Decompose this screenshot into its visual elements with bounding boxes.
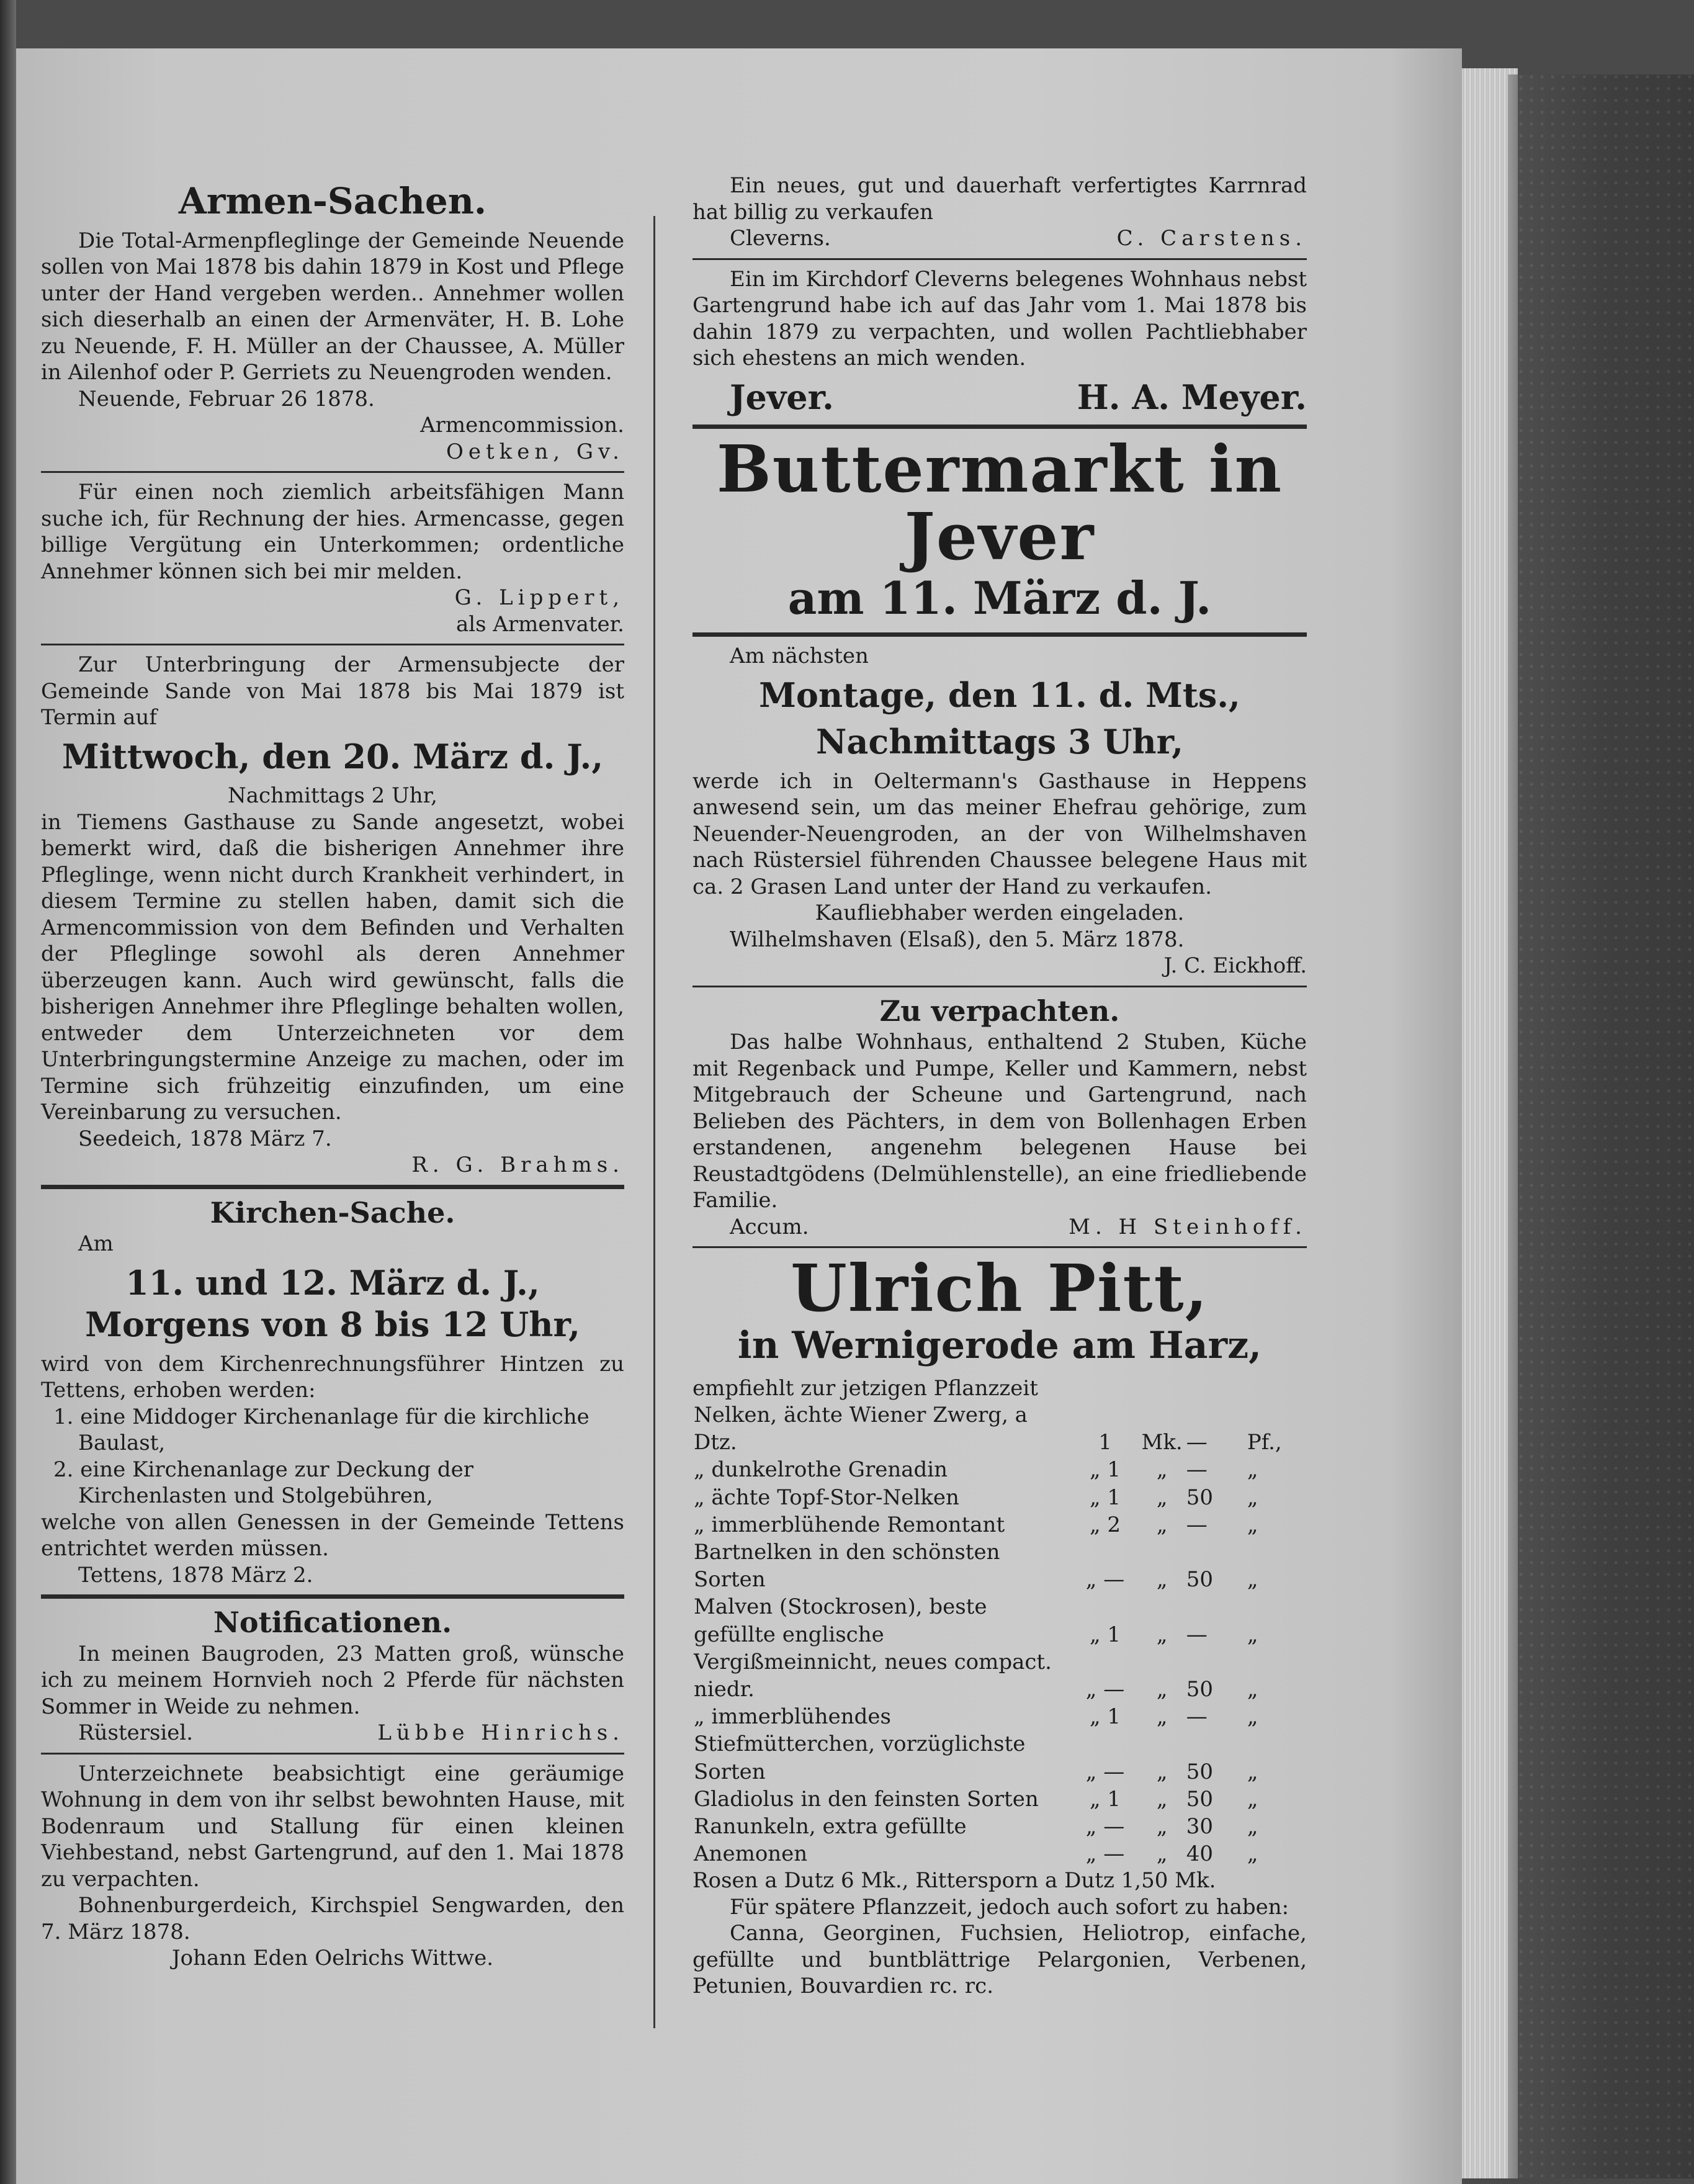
price-row <box>692 1484 1307 1511</box>
ad-intro: empfiehlt zur jetzigen Pflanzzeit <box>692 1375 1038 1401</box>
item-name: „ immerblühende Remontant <box>694 1512 1005 1537</box>
item-pfennig: — <box>1186 1622 1208 1647</box>
item-quantity: 1 <box>1098 1430 1112 1455</box>
item-pfennig: — <box>1186 1704 1208 1730</box>
price-row <box>692 1703 1307 1730</box>
item-name: Ranunkeln, extra gefüllte <box>694 1813 967 1839</box>
price-row <box>692 1401 1307 1456</box>
left-column <box>41 173 624 1972</box>
item-unit: „ <box>1156 1759 1168 1784</box>
signature-name: J. C. Eickhoff. <box>1163 953 1307 979</box>
section-title: Notificationen. <box>213 1606 452 1639</box>
sande-notice <box>41 652 624 1179</box>
wohnung-notice <box>41 1761 624 1972</box>
pitt-advertisement <box>692 1250 1307 1999</box>
notice-body: Für einen noch ziemlich arbeitsfähigen Mann suche ich, für Rechnung der hies. Armencasse, gegen billige Vergütung ein Unterkommen; ordentliche Annehmer können sich bei mir melden. <box>41 480 624 584</box>
item-unit: „ <box>1156 1457 1168 1483</box>
advertiser-name: Ulrich Pitt, <box>791 1250 1209 1327</box>
item-name: „ ächte Topf-Stor-Nelken <box>694 1485 959 1510</box>
item-pf-unit: Pf., <box>1247 1430 1282 1455</box>
item-quantity: „ 1 <box>1089 1704 1121 1730</box>
notice-body: In meinen Baugroden, 23 Matten groß, wünsche ich zu meinem Hornvieh noch 2 Pferde für nächsten Sommer in Weide zu nehmen. <box>41 1641 624 1719</box>
dateline: Bohnenburgerdeich, Kirchspiel Sengwarden, den 7. März 1878. <box>41 1893 624 1944</box>
dateline: Neuende, Februar 26 1878. <box>78 386 375 411</box>
column-divider <box>653 216 655 2028</box>
item-pf-unit: „ <box>1247 1813 1258 1839</box>
signature-name: Lübbe Hinrichs. <box>377 1720 624 1745</box>
signature-name: Oetken, Gv. <box>446 439 624 464</box>
buttermarkt-notice <box>692 431 1307 626</box>
price-row <box>692 1648 1307 1703</box>
item-unit: „ <box>1156 1813 1168 1839</box>
right-column <box>692 173 1307 2000</box>
price-row <box>692 1539 1307 1593</box>
item-unit: „ <box>1156 1622 1168 1647</box>
date-heading: 11. und 12. März d. J., Morgens von 8 bis 12 Uhr, <box>85 1262 580 1344</box>
dateline: Tettens, 1878 März 2. <box>78 1562 313 1588</box>
item-pfennig: 50 <box>1186 1786 1214 1812</box>
item-pf-unit: „ <box>1247 1512 1258 1537</box>
karrnrad-notice <box>692 173 1307 252</box>
notice-body: werde ich in Oeltermann's Gasthause in Heppens anwesend sein, um das meiner Ehefrau gehörige, zum Neuender-Neuengroden, an der von Wilhelmshaven nach Rüstersiel führenden Chaussee belegene Haus mit ca. 2 Grasen Land unter der Hand zu verkaufen. <box>692 768 1307 899</box>
dateline: Wilhelmshaven (Elsaß), den 5. März 1878. <box>730 927 1185 952</box>
item-name: Malven (Stockrosen), beste gefüllte englische <box>694 1594 987 1647</box>
item-unit: „ <box>1156 1567 1168 1593</box>
signature-name: R. G. Brahms. <box>411 1153 624 1177</box>
price-row <box>692 1511 1307 1539</box>
signature-line: Armencommission. <box>420 413 624 438</box>
item-unit: „ <box>1156 1841 1168 1867</box>
item-quantity: „ 2 <box>1089 1512 1121 1537</box>
item-unit: Mk. <box>1141 1430 1183 1455</box>
date-heading: Montage, den 11. d. Mts., <box>759 675 1240 715</box>
section-title: Zu verpachten. <box>879 994 1120 1028</box>
place-name: Cleverns. <box>730 226 831 251</box>
item-pfennig: 50 <box>1186 1759 1214 1784</box>
item-name: Anemonen <box>694 1841 808 1867</box>
headline: Buttermarkt in Jever <box>716 431 1283 575</box>
price-row <box>692 1813 1307 1840</box>
armen-sachen-notice <box>41 179 624 465</box>
item-pf-unit: „ <box>1247 1567 1258 1593</box>
signature-name: C. Carstens. <box>1116 226 1307 251</box>
section-rule <box>692 425 1307 429</box>
plants-list: Canna, Georginen, Fuchsien, Heliotrop, einfache, gefüllte und buntblättrige Pelargonien, Verbenen, Petunien, Bouvardien rc. rc. <box>692 1921 1307 1999</box>
item-pf-unit: „ <box>1247 1485 1258 1510</box>
item-pfennig: 50 <box>1186 1676 1214 1702</box>
signature-row <box>692 225 1307 252</box>
signature-role: als Armenvater. <box>455 611 624 637</box>
price-table <box>692 1401 1307 1867</box>
notice-body: Ein neues, gut und dauerhaft verfertigtes Karrnrad hat billig zu verkaufen <box>692 173 1307 225</box>
notice-body: Unterzeichnete beabsichtigt eine geräumige Wohnung in dem von ihr selbst bewohnten Hause, mit Bodenraum und Stallung für einen kleinen Viehbestand, nebst Gartengrund, auf den 1. Mai 1878 zu verpachten. <box>41 1761 624 1892</box>
item-pfennig: — <box>1186 1430 1208 1455</box>
signature-name: H. A. Meyer. <box>1077 377 1307 417</box>
divider-rule <box>692 986 1307 987</box>
item-pfennig: — <box>1186 1512 1208 1537</box>
item-name: Gladiolus in den feinsten Sorten <box>694 1786 1039 1812</box>
item-name: Stiefmütterchen, vorzüglichste Sorten <box>694 1732 1026 1784</box>
notice-intro: wird von dem Kirchenrechnungsführer Hintzen zu Tettens, erhoben werden: <box>41 1351 624 1403</box>
item-pf-unit: „ <box>1247 1841 1258 1867</box>
signature-row <box>41 1720 624 1746</box>
item-quantity: „ 1 <box>1089 1485 1121 1510</box>
section-rule <box>692 632 1307 637</box>
item-quantity: „ — <box>1085 1567 1125 1593</box>
item-name: „ dunkelrothe Grenadin <box>694 1457 948 1483</box>
signature-row <box>692 377 1307 419</box>
section-title: Armen-Sachen. <box>178 180 487 222</box>
item-unit: „ <box>1156 1512 1168 1537</box>
place-name: Accum. <box>730 1214 809 1239</box>
signature-name: M. H Steinhoff. <box>1069 1214 1307 1239</box>
notificationen-notice <box>41 1605 624 1746</box>
item-quantity: „ 1 <box>1089 1786 1121 1812</box>
item-pfennig: 50 <box>1186 1485 1214 1510</box>
item-pf-unit: „ <box>1247 1704 1258 1730</box>
price-row <box>692 1593 1307 1648</box>
place-name: Jever. <box>730 377 834 417</box>
eickhoff-notice <box>692 643 1307 979</box>
item-pf-unit: „ <box>1247 1786 1258 1812</box>
later-line: Für spätere Pflanzzeit, jedoch auch sofort zu haben: <box>730 1894 1289 1920</box>
book-cover <box>1518 74 1694 2178</box>
notice-body: Die Total-Armenpfleglinge der Gemeinde Neuende sollen von Mai 1878 bis dahin 1879 in Kost und Pflege unter der Hand vergeben werden.. Annehmer wollen sich dieserhalb an einen der Armenväter, H. B. Lohe zu Neuende, F. H. Müller an der Chaussee, A. Müller in Ailenhof oder P. Gerriets zu Neuengroden wenden. <box>41 228 624 385</box>
am-label: Am nächsten <box>730 644 869 669</box>
item-quantity: „ — <box>1085 1813 1125 1839</box>
list-item: 2. eine Kirchenanlage zur Deckung der Kirchenlasten und Stolgebühren, <box>53 1457 473 1508</box>
item-unit: „ <box>1156 1676 1168 1702</box>
newspaper-page <box>16 48 1462 2184</box>
item-name: Nelken, ächte Wiener Zwerg, a Dtz. <box>694 1403 1028 1455</box>
verpachten-notice <box>692 994 1307 1241</box>
item-quantity: „ — <box>1085 1759 1125 1784</box>
time-heading: Nachmittags 3 Uhr, <box>815 722 1184 762</box>
item-pfennig: — <box>1186 1457 1208 1483</box>
item-pf-unit: „ <box>1247 1676 1258 1702</box>
price-row <box>692 1730 1307 1785</box>
section-rule <box>41 1185 624 1189</box>
subheadline: am 11. März d. J. <box>787 572 1212 625</box>
wohnhaus-notice <box>692 266 1307 419</box>
item-pf-unit: „ <box>1247 1622 1258 1647</box>
item-quantity: „ — <box>1085 1841 1125 1867</box>
lippert-notice <box>41 479 624 637</box>
price-row <box>692 1840 1307 1867</box>
place-name: Rüstersiel. <box>78 1720 194 1745</box>
item-name: „ immerblühendes <box>694 1704 891 1730</box>
price-row <box>692 1786 1307 1813</box>
divider-rule <box>692 258 1307 260</box>
item-unit: „ <box>1156 1704 1168 1730</box>
notice-outro: welche von allen Genessen in der Gemeinde Tettens entrichtet werden müssen. <box>41 1509 624 1561</box>
rosen-line: Rosen a Dutz 6 Mk., Rittersporn a Dutz 1,50 Mk. <box>692 1868 1216 1894</box>
date-heading: Mittwoch, den 20. März d. J., <box>61 736 604 776</box>
divider-rule <box>692 1246 1307 1248</box>
notice-body: Das halbe Wohnhaus, enthaltend 2 Stuben, Küche mit Regenback und Pumpe, Keller und Kammern, nebst Mitgebrauch der Scheune und Gartengrund, nach Belieben des Pächters, in dem von Bollenhagen Erben erstandenen, angenehm belegenen Hause bei Reustadtgödens (Delmühlenstelle), an eine friedliebende Familie. <box>692 1030 1307 1213</box>
am-label: Am <box>78 1231 114 1256</box>
divider-rule <box>41 1753 624 1755</box>
item-name: Vergißmeinnicht, neues compact. niedr. <box>694 1649 1052 1702</box>
item-quantity: „ 1 <box>1089 1457 1121 1483</box>
item-unit: „ <box>1156 1786 1168 1812</box>
divider-rule <box>41 471 624 473</box>
kirchen-sache-notice <box>41 1195 624 1589</box>
notice-body: Ein im Kirchdorf Cleverns belegenes Wohnhaus nebst Gartengrund habe ich auf das Jahr vom 1. Mai 1878 bis dahin 1879 zu verpachten, und wollen Pachtliebhaber sich ehestens an mich wenden. <box>692 266 1307 371</box>
list-item: 1. eine Middoger Kirchenanlage für die kirchliche Baulast, <box>53 1404 589 1455</box>
invite-line: Kaufliebhaber werden eingeladen. <box>815 901 1185 926</box>
book-left-edge <box>0 0 16 2184</box>
item-pfennig: 30 <box>1186 1813 1214 1839</box>
item-quantity: „ 1 <box>1089 1622 1121 1647</box>
item-pf-unit: „ <box>1247 1457 1258 1483</box>
item-quantity: „ — <box>1085 1676 1125 1702</box>
item-unit: „ <box>1156 1485 1168 1510</box>
notice-body: in Tiemens Gasthause zu Sande angesetzt, wobei bemerkt wird, daß die bisherigen Annehmer ihre Pfleglinge, wenn nicht durch Krankheit verhindert, in diesem Termine zu stellen haben, damit sich die Armencommission von dem Befinden und Verhalten der Pfleglinge sowohl als deren Annehmer überzeugen kann. Auch wird gewünscht, falls die bisherigen Annehmer ihre Pfleglinge behalten wollen, entweder dem Unterzeichneten vor dem Unterbringungstermine Anzeige zu machen, oder im Termine sich frühzeitig einzufinden, um eine Vereinbarung zu versuchen. <box>41 809 624 1125</box>
signature-row <box>692 1214 1307 1241</box>
item-pf-unit: „ <box>1247 1759 1258 1784</box>
item-pfennig: 40 <box>1186 1841 1214 1867</box>
notice-intro: Zur Unterbringung der Armensubjecte der Gemeinde Sande von Mai 1878 bis Mai 1879 ist Termin auf <box>41 652 624 730</box>
signature-name: G. Lippert, <box>454 585 624 610</box>
advertiser-place: in Wernigerode am Harz, <box>737 1323 1262 1367</box>
section-title: Kirchen-Sache. <box>210 1195 455 1229</box>
signature-name: Johann Eden Oelrichs Wittwe. <box>171 1946 494 1971</box>
section-rule <box>41 1594 624 1599</box>
dateline: Seedeich, 1878 März 7. <box>78 1126 332 1151</box>
time-line: Nachmittags 2 Uhr, <box>227 783 437 808</box>
price-row <box>692 1456 1307 1483</box>
item-name: Bartnelken in den schönsten Sorten <box>694 1540 1000 1593</box>
item-pfennig: 50 <box>1186 1567 1214 1593</box>
divider-rule <box>41 644 624 645</box>
